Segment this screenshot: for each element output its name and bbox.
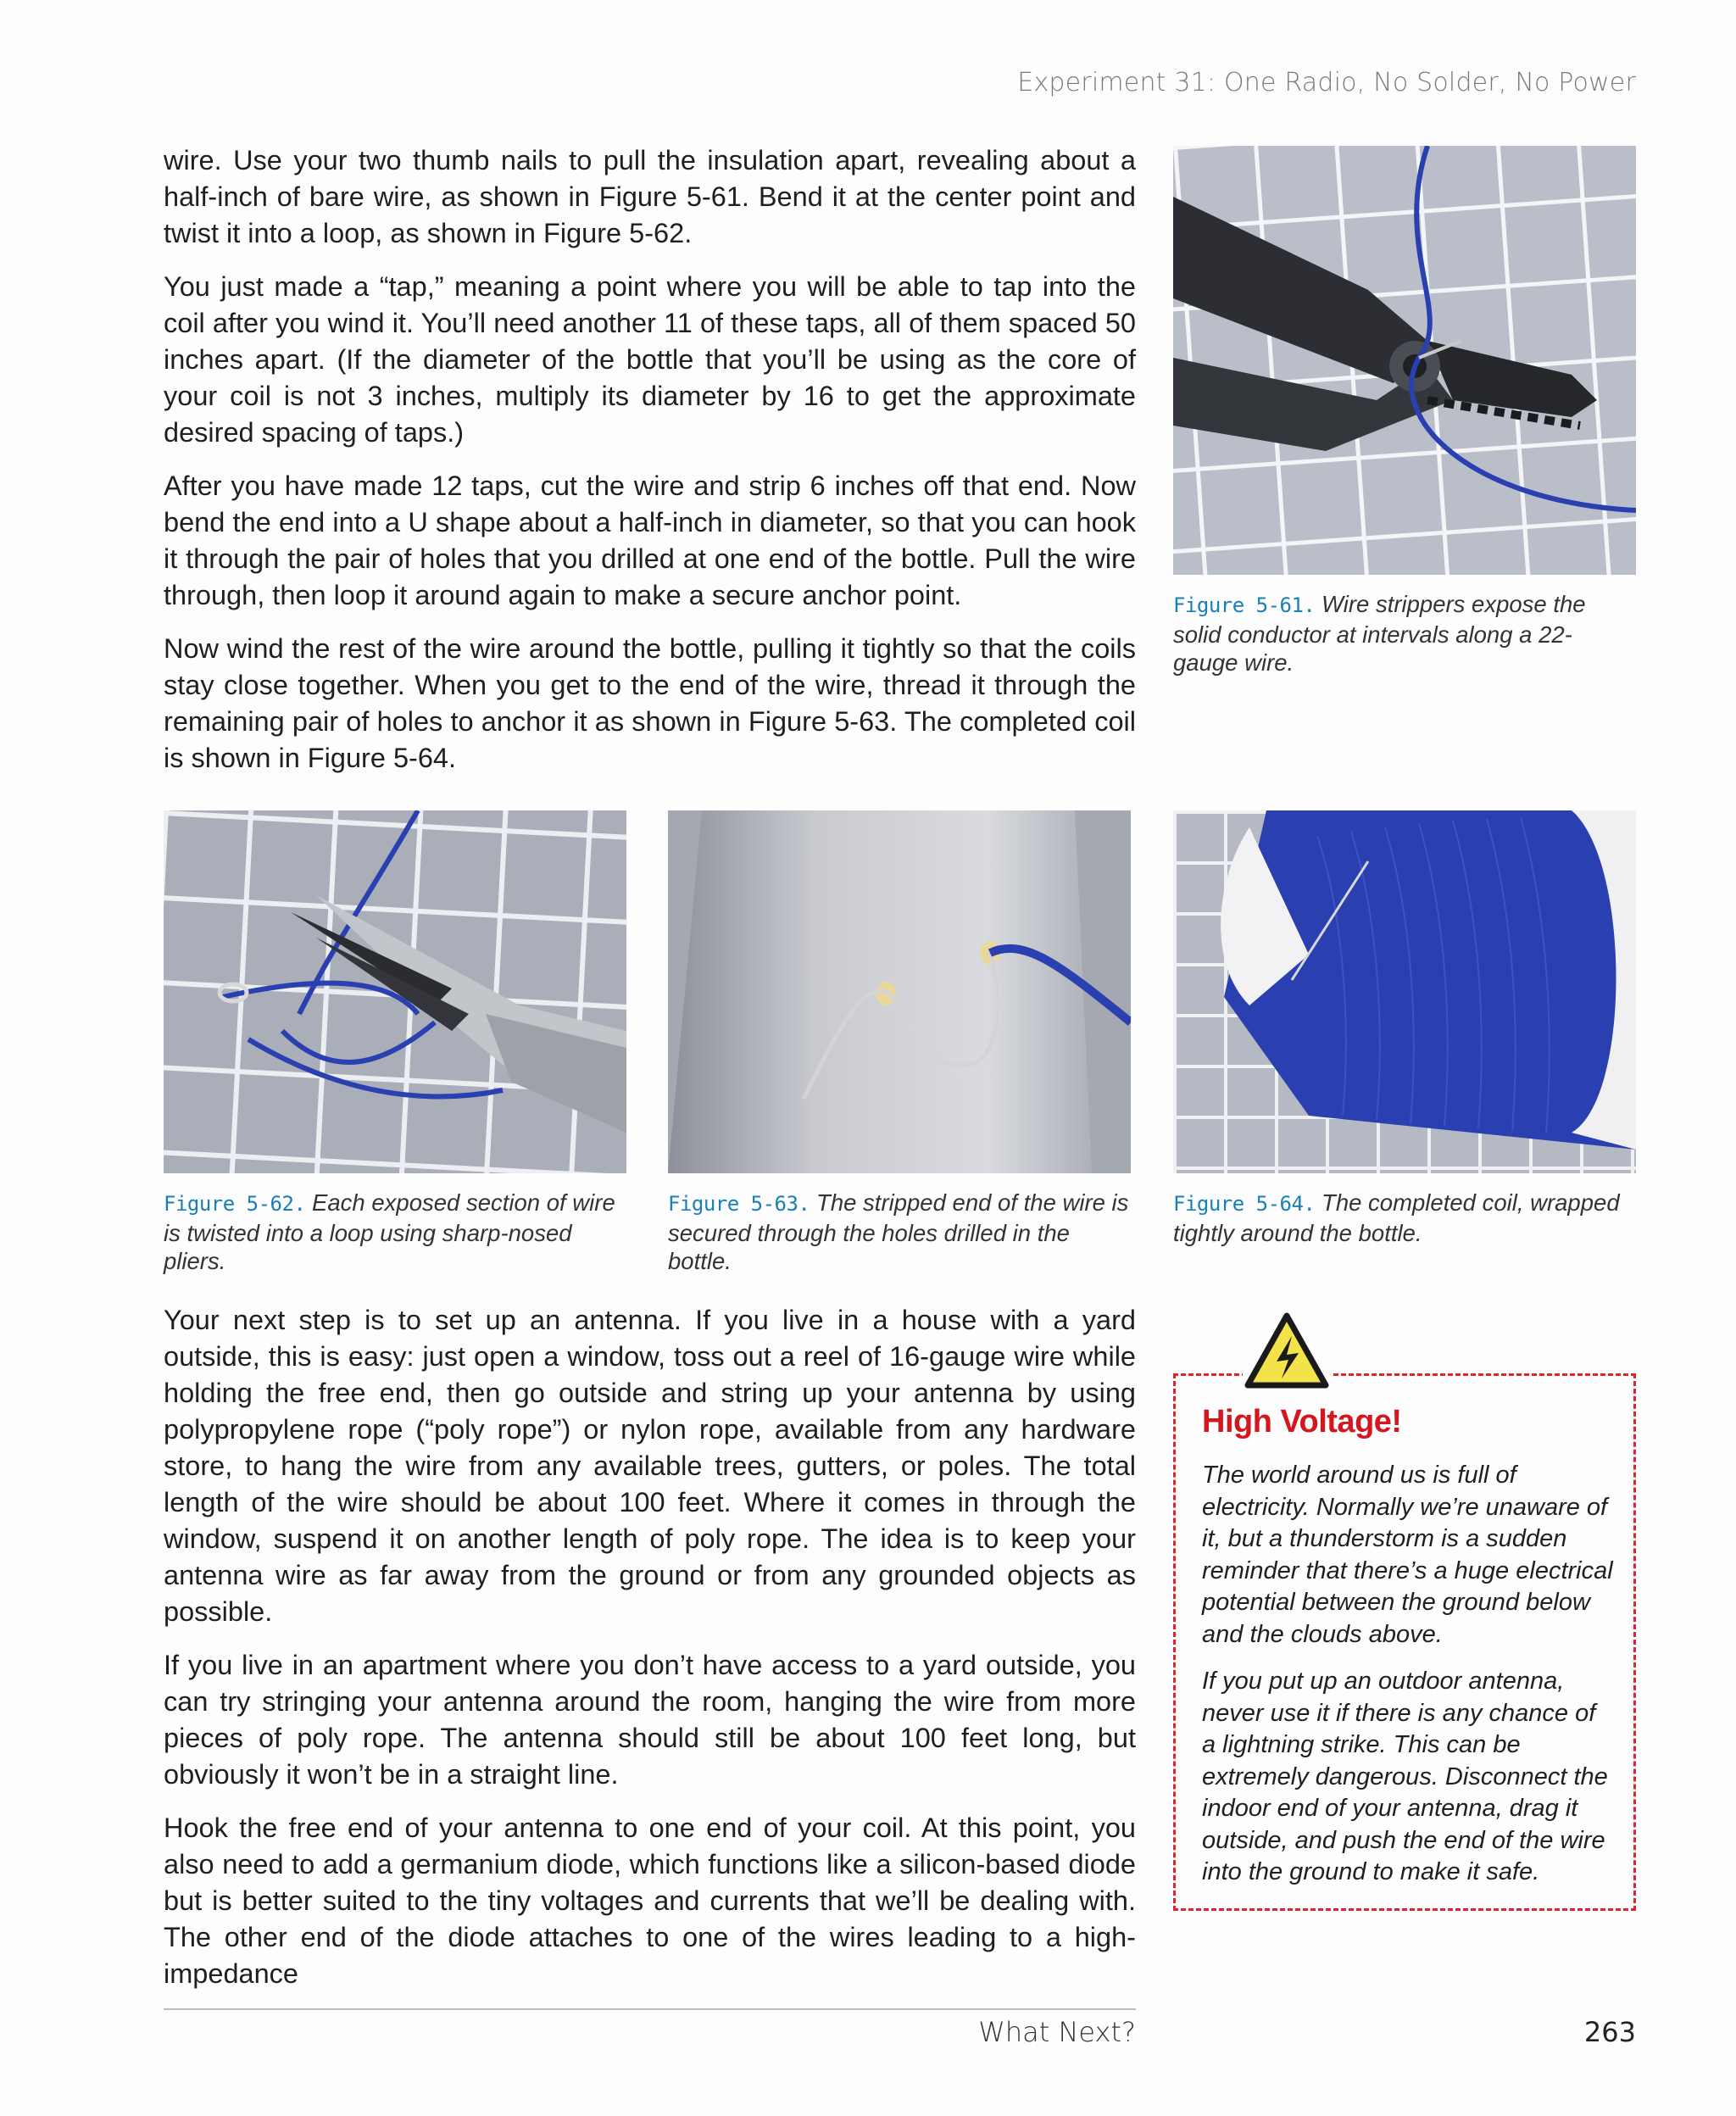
running-head: Experiment 31: One Radio, No Solder, No Power	[1017, 68, 1636, 97]
paragraph: wire. Use your two thumb nails to pull the insulation apart, revealing about a half-inch of bare wire, as shown in Figure 5-61. Bend it at the center point and twist it into a loop, as shown in Figure 5-62.	[164, 145, 1136, 248]
figure-label: Figure 5-62.	[164, 1192, 306, 1216]
paragraph: Your next step is to set up an antenna. If you live in a house with a yard outside, this is easy: just open a window, toss out a reel of 16-gauge wire while holding the free end, then go outside and string up your antenna by using polypropylene rope (“poly rope”) or nylon rope, available from any hardware store, to hang the wire from any available trees, gutters, or poles. The total length of the wire should be about 100 feet. Where it comes in through the window, suspend it on another length of poly rope. The idea is to keep your antenna wire as far away from the ground or from any grounded objects as possible.	[164, 1305, 1136, 1627]
figure-5-63-caption	[668, 1189, 1131, 1276]
figure-5-63-photo	[668, 810, 1131, 1173]
caption-text: The stripped end of the wire is secured through the holes drilled in the bottle.	[668, 1189, 1129, 1274]
footer-section-title: What Next?	[978, 2016, 1136, 2048]
high-voltage-warning-icon	[1243, 1311, 1331, 1392]
paragraph: You just made a “tap,” meaning a point where you will be able to tap into the coil after you wind it. You’ll need another 11 of these taps, all of them spaced 50 inches apart. (If the diameter of the bottle that you’ll be using as the core of your coil is not 3 inches, multiply its diameter by 16 to get the approximate desired spacing of taps.)	[164, 271, 1136, 448]
page-number: 263	[1583, 2016, 1636, 2048]
figure-label: Figure 5-63.	[668, 1192, 810, 1216]
callout-paragraph: The world around us is full of electricity. Normally we’re unaware of it, but a thunderstorm is a sudden reminder that there’s a huge electrical potential between the ground below and the clouds above.	[1202, 1462, 1613, 1648]
paragraph: Hook the free end of your antenna to one end of your coil. At this point, you also need to add a germanium diode, which functions like a silicon-based diode but is better suited to the tiny voltages and currents that we’ll be dealing with. The other end of the diode attaches to one of the wires leading to a high-impedance	[164, 1813, 1136, 1989]
callout-body	[1202, 1460, 1614, 1904]
caption-text: The completed coil, wrapped tightly around the bottle.	[1173, 1189, 1620, 1246]
figure-5-61-caption	[1173, 590, 1636, 677]
paragraph: After you have made 12 taps, cut the wire and strip 6 inches off that end. Now bend the end into a U shape about a half-inch in diameter, so that you can hook it through the pair of holes that you drilled at one end of the bottle. Pull the wire through, then loop it around again to make a secure anchor point.	[164, 471, 1136, 610]
footer-rule	[164, 2008, 1136, 2010]
callout-paragraph: If you put up an outdoor antenna, never use it if there is any chance of a lightning strike. This can be extremely dangerous. Disconnect the indoor end of your antenna, drag it outside, and push the end of the wire into the ground to make it safe.	[1202, 1668, 1608, 1885]
figure-5-64-photo	[1173, 810, 1636, 1173]
figure-5-62-caption	[164, 1189, 626, 1276]
caption-text: Wire strippers expose the solid conductor at intervals along a 22-gauge wire.	[1173, 591, 1586, 676]
callout-title: High Voltage!	[1202, 1404, 1402, 1439]
figure-5-64-caption	[1173, 1189, 1636, 1247]
figure-5-61-photo	[1173, 146, 1636, 575]
paragraph: If you live in an apartment where you don’t have access to a yard outside, you can try stringing your antenna around the room, hanging the wire from more pieces of poly rope. The antenna should still be about 100 feet long, but obviously it won’t be in a straight line.	[164, 1650, 1136, 1790]
figure-label: Figure 5-64.	[1173, 1192, 1316, 1216]
body-text-top	[164, 142, 1136, 794]
figure-label: Figure 5-61.	[1173, 593, 1316, 617]
caption-text: Each exposed section of wire is twisted into a loop using sharp-nosed pliers.	[164, 1189, 615, 1274]
figure-5-62-photo	[164, 810, 626, 1173]
body-text-bottom	[164, 1302, 1136, 2009]
paragraph: Now wind the rest of the wire around the bottle, pulling it tightly so that the coils stay close together. When you get to the end of the wire, thread it through the remaining pair of holes to anchor it as shown in Figure 5-63. The completed coil is shown in Figure 5-64.	[164, 633, 1136, 773]
